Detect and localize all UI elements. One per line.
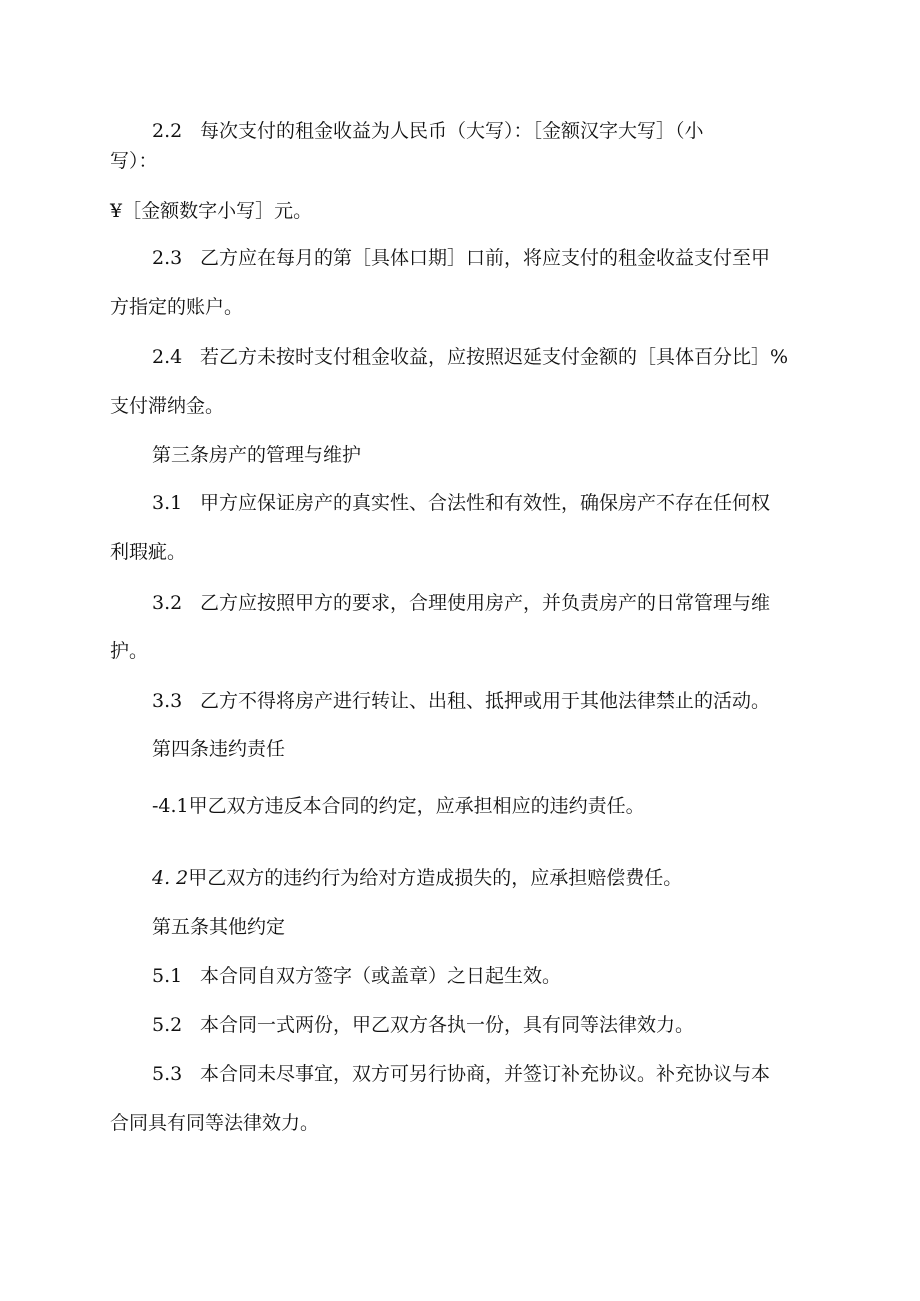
clause-text: 乙方不得将房产进行转让、出租、抵押或用于其他法律禁止的活动。 [200,690,771,712]
clause-number: 2.2 [152,120,183,142]
clause-5-1-line-1 [152,963,561,989]
clause-number: 3.2 [152,592,183,614]
clause-2-3-line-1 [152,245,770,271]
clause-number: 4. 2 [152,867,189,889]
clause-text: 若乙方未按时支付租金收益，应按照迟延支付金额的［具体百分比］% [200,346,789,368]
clause-2-3-line-2: 方指定的账户。 [110,296,244,318]
clause-4-2-line-1 [152,865,682,891]
clause-5-3-line-2: 合同具有同等法律效力。 [110,1112,320,1134]
clause-number: 5.1 [152,965,183,987]
clause-number: 5.3 [152,1063,183,1085]
clause-4-1-line-1: -4.1甲乙双方违反本合同的约定，应承担相应的违约责任。 [152,795,645,817]
clause-5-3-line-1 [152,1061,770,1087]
clause-text: 本合同未尽事宜，双方可另行协商，并签订补充协议。补充协议与本 [200,1063,771,1085]
clause-text: 甲方应保证房产的真实性、合法性和有效性，确保房产不存在任何权 [200,492,771,514]
clause-text: 甲乙双方的违约行为给对方造成损失的，应承担赔偿费任。 [188,867,683,889]
clause-text: 乙方应按照甲方的要求，合理使用房产，并负责房产的日常管理与维 [200,592,771,614]
clause-text: 本合同一式两份，甲乙双方各执一份，具有同等法律效力。 [200,1014,695,1036]
clause-text: 本合同自双方签字（或盖章）之日起生效。 [200,965,562,987]
clause-number: 2.4 [152,346,183,368]
clause-3-1-line-1 [152,490,770,516]
clause-2-4-line-1 [152,344,788,370]
clause-text: 每次支付的租金收益为人民币（大写）：［金额汉字大写］（小 [200,120,704,142]
clause-text: 乙方应在每月的第［具体口期］口前，将应支付的租金收益支付至甲 [200,247,771,269]
clause-3-1-line-2: 利瑕疵。 [110,541,187,563]
clause-3-2-line-1 [152,590,770,616]
clause-number: 3.3 [152,690,183,712]
amount-line: ¥［金额数字小写］元。 [110,200,313,222]
clause-3-2-line-2: 护。 [110,640,149,662]
clause-number: 3.1 [152,492,183,514]
clause-2-2-line-1 [152,118,704,144]
section-5-heading: 第五条其他约定 [152,916,286,938]
clause-2-2-line-2: 写）： [110,150,158,172]
clause-number: 2.3 [152,247,183,269]
clause-3-3-line-1 [152,688,770,714]
clause-5-2-line-1 [152,1012,694,1038]
clause-2-4-line-2: 支付滞纳金。 [110,395,225,417]
section-3-heading: 第三条房产的管理与维护 [152,444,362,466]
clause-number: 5.2 [152,1014,183,1036]
section-4-heading: 第四条违约责任 [152,738,286,760]
